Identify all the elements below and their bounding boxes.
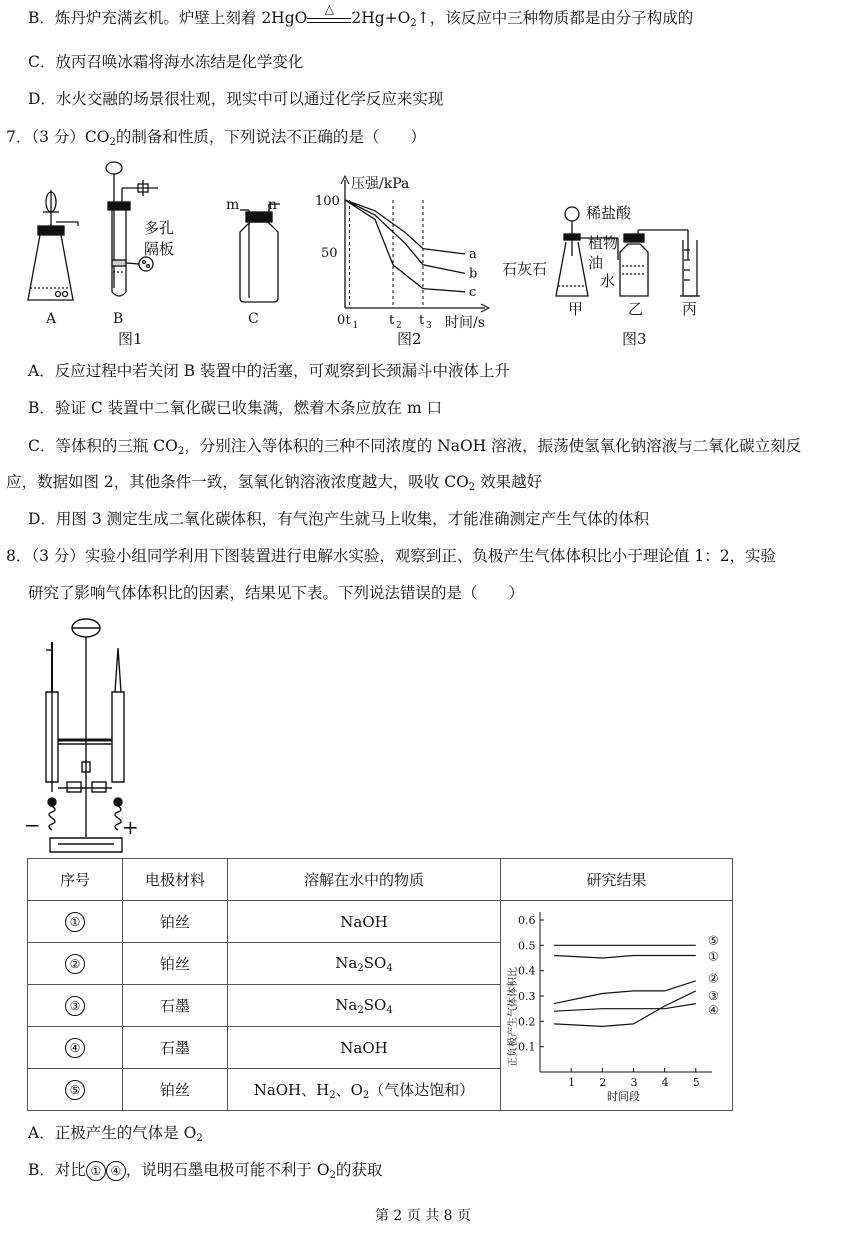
fig4-series-label: ② bbox=[707, 970, 719, 985]
compare-4: ④ bbox=[106, 1161, 126, 1181]
q7-stem-a: 7．（3 分）CO bbox=[6, 128, 110, 146]
fig4-series-line bbox=[554, 955, 696, 958]
row-substance: $Na_2SO_4$ bbox=[228, 943, 501, 985]
page-footer: 第 2 页 共 8 页 bbox=[374, 1208, 472, 1224]
row-electrode: 铂丝 bbox=[123, 943, 228, 985]
row-substance: NaOH bbox=[228, 901, 501, 943]
row-no bbox=[28, 943, 123, 985]
header-result: 研究结果 bbox=[501, 859, 733, 901]
q8-option-b bbox=[28, 1160, 382, 1186]
fig4-ytick-label: 0.5 bbox=[517, 938, 535, 952]
q8-option-a bbox=[28, 1123, 203, 1149]
q8-stem-line2: 研究了影响气体体积比的因素，结果见下表。下列说法错误的是（ ） bbox=[28, 584, 525, 602]
fig2-xtick-t1: t bbox=[345, 313, 351, 328]
fig3-caption: 图3 bbox=[622, 330, 647, 348]
fig3-bottle-yi bbox=[618, 230, 688, 296]
fig2-xtick-t2: t bbox=[389, 313, 395, 328]
fig1-porous-1: 多孔 bbox=[144, 219, 175, 237]
header-no: 序号 bbox=[28, 859, 123, 901]
fig4-ytick-label: 0.2 bbox=[517, 1014, 535, 1028]
fig2-curve-a bbox=[345, 200, 465, 254]
q8-optb-b: ，说明石墨电极可能不利于 O bbox=[125, 1161, 330, 1179]
q6-option-c: C．放丙召唤冰霜将海水冻结是化学变化 bbox=[28, 53, 304, 71]
table-row bbox=[28, 901, 733, 943]
q7-option-d: D．用图 3 测定生成二氧化碳体积，有气泡产生就马上收集，才能准确测定产生气体的体积 bbox=[28, 510, 650, 528]
fig4-ytick-label: 0.3 bbox=[517, 989, 535, 1003]
row-electrode: 石墨 bbox=[123, 985, 228, 1027]
row-no bbox=[28, 985, 123, 1027]
electrolysis-apparatus bbox=[22, 612, 162, 857]
reaction-condition bbox=[307, 2, 351, 23]
fig3-cylinder-bing bbox=[680, 240, 700, 296]
q7-option-b: B．验证 C 装置中二氧化碳已收集满，燃着木条应放在 m 口 bbox=[28, 399, 443, 417]
q7-option-c-line1: C．等体积的三瓶 $CO_2$，分别注入等体积的三种不同浓度的 NaOH 溶液，振荡使氢氧化钠溶液与二氧化碳立刻反 bbox=[28, 437, 802, 457]
fig3-water: 水 bbox=[600, 272, 616, 290]
row-substance: NaOH bbox=[228, 1027, 501, 1069]
fig4-xlabel: 时间段 bbox=[606, 1089, 640, 1103]
q7-optc-1b: ，分别注入等体积的三种不同浓度的 NaOH 溶液，振荡使氢氧化钠溶液与二氧化碳立刻反 bbox=[184, 437, 802, 455]
fig4-ylabel: 正负极产生气体体积比 bbox=[507, 966, 519, 1067]
fig3-jia: 甲 bbox=[568, 300, 584, 318]
table-header-row bbox=[28, 859, 733, 901]
compare-1: ① bbox=[86, 1161, 106, 1181]
header-substance: 溶解在水中的物质 bbox=[228, 859, 501, 901]
q8-opta-sub: 2 bbox=[196, 1133, 203, 1144]
fig4-xtick-label: 3 bbox=[629, 1075, 637, 1089]
q7-stem-b: 的制备和性质，下列说法不正确的是（ ） bbox=[115, 128, 426, 146]
fig2-curve-c bbox=[345, 200, 465, 292]
q6-optb-product: 2Hg+O bbox=[351, 9, 411, 27]
fig1-label-c: C bbox=[248, 311, 259, 327]
result-chart-cell bbox=[501, 901, 733, 1111]
fig4-xtick-label: 5 bbox=[692, 1075, 700, 1089]
q6-option-d: D．水火交融的场景很壮观，现实中可以通过化学反应来实现 bbox=[28, 90, 444, 108]
apparatus-c bbox=[240, 204, 280, 302]
fig3-bing: 丙 bbox=[682, 300, 698, 318]
fig4-xtick-label: 2 bbox=[598, 1075, 606, 1089]
fig4-xtick-label: 1 bbox=[567, 1075, 575, 1089]
fig4-series-line bbox=[554, 1003, 696, 1011]
electrode-minus: − bbox=[24, 813, 41, 837]
fig4-series-label: ① bbox=[707, 949, 719, 964]
fig2-ylabel: 压强/kPa bbox=[351, 176, 410, 192]
row-number-5: ⑤ bbox=[65, 1080, 85, 1100]
row-substance: $Na_2SO_4$ bbox=[228, 985, 501, 1027]
row-electrode: 铂丝 bbox=[123, 1069, 228, 1111]
q8-opta-text: A．正极产生的气体是 O bbox=[28, 1124, 197, 1142]
q7-option-c-line2: 应，数据如图 2，其他条件一致，氢氧化钠溶液浓度越大，吸收 $CO_2$ 效果越好 bbox=[6, 473, 543, 493]
fig1-label-a: A bbox=[46, 311, 57, 327]
row-number-1: ① bbox=[65, 912, 85, 932]
fig4-ytick-label: 0.6 bbox=[517, 913, 535, 927]
fig4-xtick-label: 4 bbox=[661, 1075, 669, 1089]
fig2-curve-label-b: b bbox=[469, 266, 478, 282]
fig2-curve-label-a: a bbox=[469, 247, 477, 262]
figure-3-apparatus bbox=[500, 200, 720, 350]
q8-optb-sub: 2 bbox=[329, 1170, 336, 1181]
q8-stem-line1: 8．（3 分）实验小组同学利用下图装置进行电解水实验，观察到正、负极产生气体体积比小于理论值 1：2，实验 bbox=[6, 547, 777, 565]
fig2-ytick-100: 100 bbox=[315, 194, 340, 209]
q6-option-b: B．炼丹炉充满玄机。炉壁上刻着 2HgO △ $2Hg+O_2↑$，该反应中三种物质都是由分子构成的 bbox=[28, 8, 693, 34]
fig4-series-label: ③ bbox=[707, 988, 719, 1003]
q8-optb-a: B．对比 bbox=[28, 1161, 86, 1179]
q6-optb-text: B．炼丹炉充满玄机。炉壁上刻着 2HgO bbox=[28, 9, 308, 27]
row-no bbox=[28, 901, 123, 943]
figure-2-chart bbox=[305, 160, 505, 350]
fig2-xtick-t3: t bbox=[419, 313, 425, 328]
fig3-limestone: 石灰石 bbox=[502, 260, 548, 278]
fig1-label-n: n bbox=[268, 197, 278, 213]
row-no bbox=[28, 1069, 123, 1111]
row-number-3: ③ bbox=[65, 996, 85, 1016]
fig3-acid: 稀盐酸 bbox=[586, 204, 632, 222]
row-no bbox=[28, 1027, 123, 1069]
results-table bbox=[27, 858, 733, 1111]
q7-optc-1a: C．等体积的三瓶 CO bbox=[28, 437, 178, 455]
header-electrode: 电极材料 bbox=[123, 859, 228, 901]
fig4-ytick-label: 0.4 bbox=[517, 964, 535, 978]
row-electrode: 石墨 bbox=[123, 1027, 228, 1069]
fig4-series-line bbox=[554, 980, 696, 1003]
apparatus-a bbox=[28, 190, 78, 300]
q6-optb-tail: ↑，该反应中三种物质都是由分子构成的 bbox=[416, 9, 694, 27]
fig1-label-m: m bbox=[226, 197, 240, 213]
figure-1-apparatus bbox=[18, 160, 293, 350]
fig4-ytick-label: 0.1 bbox=[517, 1040, 535, 1054]
fig4-series-label: ④ bbox=[707, 1002, 719, 1017]
row-number-2: ② bbox=[65, 954, 85, 974]
heat-symbol: △ bbox=[324, 2, 334, 16]
fig1-caption: 图1 bbox=[118, 330, 143, 348]
row-number-4: ④ bbox=[65, 1038, 85, 1058]
fig2-xtick-sub-3: 3 bbox=[426, 321, 432, 331]
fig2-xtick-sub-1: 1 bbox=[352, 321, 359, 331]
q7-option-a: A．反应过程中若关闭 B 装置中的活塞，可观察到长颈漏斗中液体上升 bbox=[28, 362, 510, 380]
fig1-porous-2: 隔板 bbox=[144, 240, 175, 258]
q8-optb-c: 的获取 bbox=[335, 1161, 383, 1179]
row-substance: NaOH、$H_2$、$O_2$（气体达饱和） bbox=[228, 1069, 501, 1111]
electrode-plus: + bbox=[122, 815, 139, 839]
q7-optc-2b: 效果越好 bbox=[480, 473, 543, 491]
fig2-xlabel: 时间/s bbox=[445, 315, 485, 331]
result-chart bbox=[502, 904, 732, 1104]
fig3-oil-1: 植物 bbox=[588, 234, 619, 252]
fig2-curve-label-c: c bbox=[469, 284, 477, 300]
fig1-label-b: B bbox=[113, 311, 124, 327]
q7-optc-2a: 应，数据如图 2，其他条件一致，氢氧化钠溶液浓度越大，吸收 CO bbox=[6, 473, 469, 491]
fig2-xtick-sub-2: 2 bbox=[396, 321, 402, 331]
fig2-ytick-50: 50 bbox=[321, 246, 338, 261]
q7-stem: 7．（3 分）$CO_2$的制备和性质，下列说法不正确的是（ ） bbox=[6, 128, 426, 148]
fig3-oil-2: 油 bbox=[588, 254, 604, 272]
row-electrode: 铂丝 bbox=[123, 901, 228, 943]
fig4-series-label: ⑤ bbox=[707, 932, 719, 947]
fig3-yi: 乙 bbox=[628, 300, 644, 318]
fig2-xtick-0: 0 bbox=[337, 313, 346, 328]
fig2-caption: 图2 bbox=[397, 330, 422, 348]
